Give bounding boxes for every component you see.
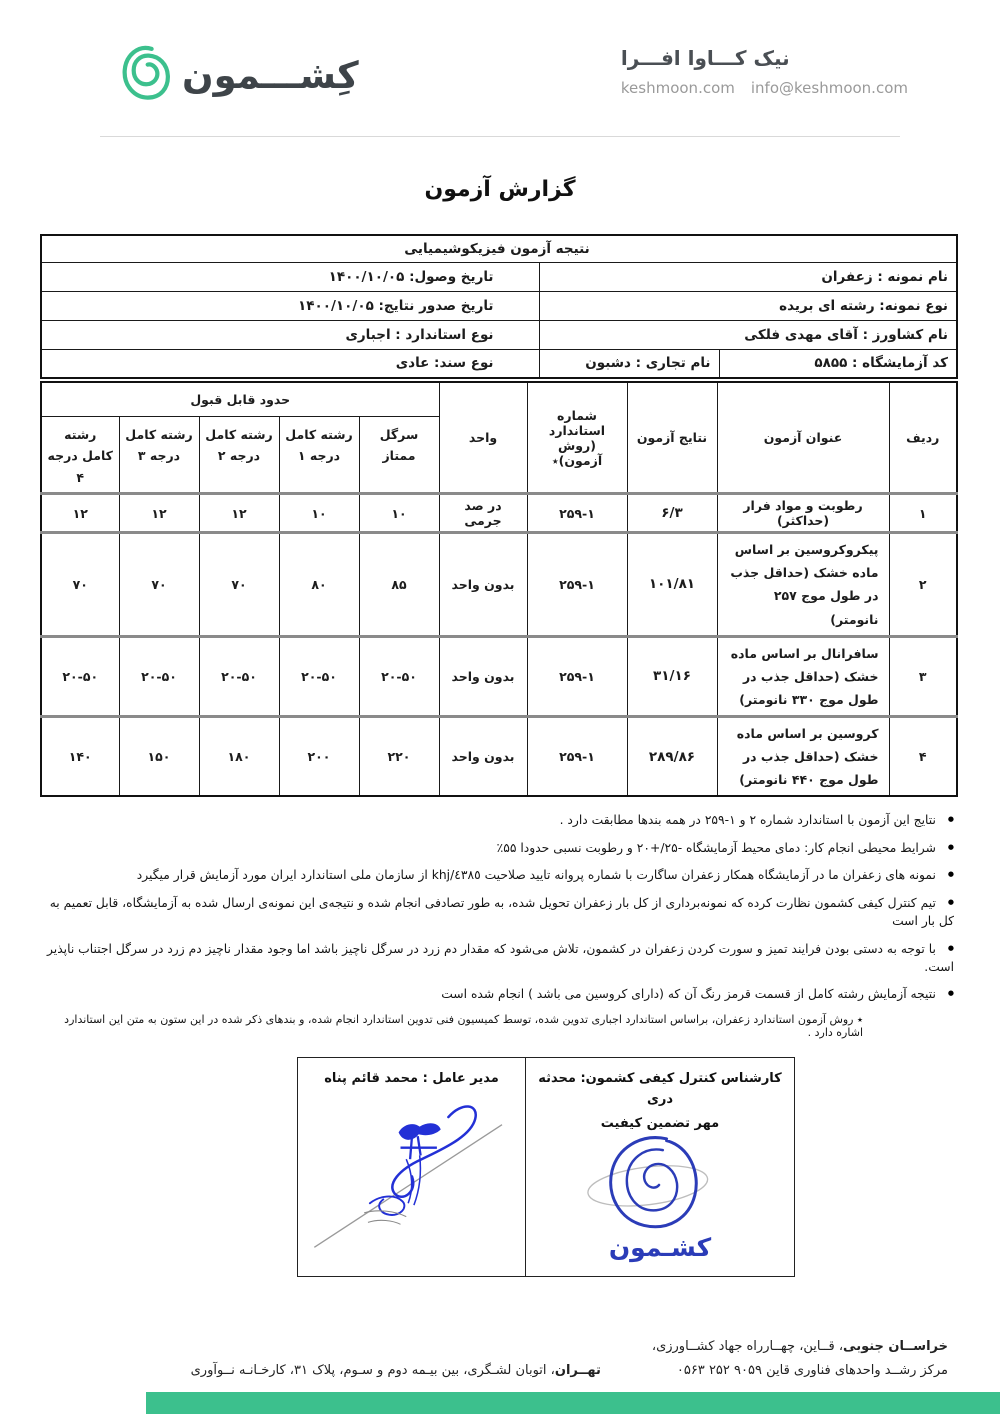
- row-number: ۳: [889, 636, 957, 716]
- address-tehran-rest: ، اتوبان لشـگری، بین بیـمه دوم و سـوم، پلاک ۳۱، کارخـانـه نــوآوری: [190, 1363, 555, 1378]
- note-item: ● نتیجه آزمایش رشته کامل از قسمت قرمز رنگ آن که (دارای کروسین می باشد ) انجام شده است: [42, 985, 958, 1003]
- signature-table: [297, 1057, 795, 1277]
- partner-block: [621, 36, 908, 97]
- limit-grade3: ۱۵۰: [147, 749, 171, 765]
- quality-seal-label: مهر تضمین کیفیت: [600, 1116, 720, 1132]
- qc-signature-cell: [526, 1057, 795, 1276]
- limit-sargol: ۱۰: [391, 505, 407, 521]
- unit: در صد جرمی: [439, 494, 527, 533]
- test-result: ۲۸۹/۸۶: [648, 748, 696, 765]
- test-name: پیکروکروسین بر اساس ماده خشک (حداقل جذب در طول موج ۲۵۷ نانومتر): [717, 533, 889, 637]
- address-tehran-city: تهــران: [554, 1363, 601, 1378]
- footer-green-bar: [146, 1392, 1000, 1414]
- col-header-test: عنوان آزمون: [717, 382, 889, 494]
- brand-block: [118, 36, 359, 114]
- lab-code: کد آزمایشگاه : ۵۸۵۵: [719, 349, 957, 378]
- email-link[interactable]: info@keshmoon.com: [750, 79, 908, 97]
- note-item: ● شرایط محیطی انجام کار: دمای محیط آزمایشگاه -۲۵/+۲۰ و رطوبت نسبی حدودا ۵۵٪: [42, 839, 958, 857]
- notes-list: [42, 811, 958, 1004]
- limit-grade2: ۲۰-۵۰: [221, 668, 257, 684]
- ceo-signature-icon: [298, 1090, 525, 1258]
- limit-sargol: ۸۵: [391, 576, 407, 592]
- test-name: سافرانال بر اساس ماده خشک (حداقل جذب در طول موج ۳۳۰ نانومتر): [717, 636, 889, 716]
- report-title: گزارش آزمون: [424, 177, 576, 202]
- address-qaen-phone: مرکز رشــد واحدهای فناوری قاین ۹۰۵۹ ۲۵۲ ۰۵۶۳: [676, 1363, 948, 1378]
- receipt-date: تاریخ وصول: ۱۴۰۰/۱۰/۰۵: [41, 262, 539, 291]
- standard-number: ۲۵۹-۱: [559, 505, 595, 521]
- row-number: ۱: [889, 494, 957, 533]
- limit-sargol: ۲۰-۵۰: [381, 668, 417, 684]
- col-header-row: ردیف: [889, 382, 957, 494]
- standard-number: ۲۵۹-۱: [559, 668, 595, 684]
- keshmoon-stamp-icon: [526, 1133, 794, 1262]
- brand-wordmark: کِشـــمون: [182, 53, 359, 97]
- test-name: رطوبت و مواد فرار (حداکثر): [717, 494, 889, 533]
- limit-grade2: ۱۸۰: [227, 749, 251, 765]
- page-header: [0, 0, 1000, 114]
- standard-type: نوع استاندارد : اجباری: [41, 320, 539, 349]
- test-row: [41, 636, 957, 716]
- stamp-text: کشـمون: [608, 1233, 712, 1263]
- address-khorasan: [191, 1339, 948, 1354]
- test-row: [41, 533, 957, 637]
- limit-grade1: ۲۰-۵۰: [301, 668, 337, 684]
- sample-type: نوع نمونه: رشته ای بریده: [539, 291, 957, 320]
- note-item: ● نمونه های زعفران ما در آزمایشگاه همکار زعفران ساگارت با شماره پروانه تایید صلاحیت ٤٣٨٥/khj از سازمان ملی استاندارد ایران مورد آزمایش قرار میگیرد: [42, 866, 958, 884]
- limit-grade3: ۷۰: [151, 576, 167, 592]
- address-tehran: [191, 1363, 601, 1378]
- limit-grade1: ۲۰۰: [307, 749, 331, 765]
- test-row: [41, 717, 957, 797]
- test-result: ۳۱/۱۶: [653, 668, 691, 685]
- grade-header-4: رشته کامل درجه ۴: [41, 416, 119, 494]
- limit-grade4: ۱۲: [72, 505, 88, 521]
- limit-grade4: ۷۰: [72, 576, 88, 592]
- standard-number: ۲۵۹-۱: [559, 749, 595, 765]
- ceo-label: مدیر عامل : محمد قائم پناه: [324, 1070, 499, 1086]
- limit-grade2: ۱۲: [231, 505, 247, 521]
- limit-grade4: ۱۴۰: [68, 749, 92, 765]
- row-number: ۲: [889, 533, 957, 637]
- unit: بدون واحد: [439, 636, 527, 716]
- partner-name: نیک کـــاوا افـــرا: [620, 46, 790, 70]
- footer-addresses: [191, 1339, 948, 1378]
- unit: بدون واحد: [439, 717, 527, 797]
- header-divider: [100, 136, 900, 137]
- unit: بدون واحد: [439, 533, 527, 637]
- standard-number: ۲۵۹-۱: [559, 576, 595, 592]
- keshmoon-logo-icon: [118, 36, 174, 114]
- address-khorasan-city: خراســان جنوبی: [843, 1339, 948, 1354]
- limit-grade1: ۸۰: [311, 576, 327, 592]
- limit-grade1: ۱۰: [311, 505, 327, 521]
- col-header-unit: واحد: [439, 382, 527, 494]
- limit-grade2: ۷۰: [231, 576, 247, 592]
- test-result: ۱۰۱/۸۱: [648, 576, 696, 593]
- note-item: ● نتایج این آزمون با استاندارد شماره ۲ و ۱-۲۵۹ در همه بندها مطابقت دارد .: [42, 811, 958, 829]
- grade-header-1: رشته کامل درجه ۱: [279, 416, 359, 494]
- standard-footnote: ٭ روش آزمون استاندارد زعفران، براساس استاندارد اجباری تدوین شده، توسط کمیسیون فنی تدوین استاندارد انجام شده، و بندهای ذکر شده در این ستون به متن این استاندارد اشاره دارد .: [64, 1012, 863, 1039]
- website-link[interactable]: keshmoon.com: [620, 79, 735, 97]
- note-item: ● تیم کنترل کیفی کشمون نظارت کرده که نمونه‌برداری از کل بار زعفران تحویل شده، به طور تصادفی انجام شده و نتیجه‌ی این نمونه‌ی ارسال شده به آزمایشگاه، قابل تعمیم به کل بار است: [42, 894, 958, 931]
- col-header-standard: شماره استاندارد (روش آزمون)٭: [527, 382, 627, 494]
- ceo-signature-cell: [298, 1057, 526, 1276]
- test-row: [41, 494, 957, 533]
- test-name: کروسین بر اساس ماده خشک (حداقل جذب در طول موج ۴۴۰ نانومتر): [717, 717, 889, 797]
- qc-expert-label: کارشناس کنترل کیفی کشمون: محدثه دری: [538, 1070, 782, 1107]
- contact-line: [621, 79, 908, 97]
- test-result: ۶/۳: [661, 505, 683, 522]
- limit-sargol: ۲۲۰: [387, 749, 411, 765]
- info-table: [40, 234, 958, 379]
- col-header-limits: حدود قابل قبول: [41, 382, 439, 416]
- limit-grade3: ۱۲: [151, 505, 167, 521]
- grade-header-3: رشته کامل درجه ۳: [119, 416, 199, 494]
- grade-header-sargol: سرگل ممتاز: [359, 416, 439, 494]
- limit-grade4: ۲۰-۵۰: [62, 668, 99, 684]
- results-table: [40, 381, 958, 797]
- trade-name: نام تجاری : دشبون: [539, 349, 719, 378]
- row-number: ۴: [889, 717, 957, 797]
- info-section-title: نتیجه آزمون فیزیکوشیمیایی: [41, 235, 957, 262]
- farmer-name: نام کشاورز : آقای مهدی فلکی: [539, 320, 957, 349]
- issue-date: تاریخ صدور نتایج: ۱۴۰۰/۱۰/۰۵: [41, 291, 539, 320]
- sample-name: نام نمونه : زعفران: [539, 262, 957, 291]
- address-khorasan-rest: ، قــاین، چهــارراه جهاد کشــاورزی،: [651, 1339, 844, 1354]
- doc-type: نوع سند: عادی: [41, 349, 539, 378]
- limit-grade3: ۲۰-۵۰: [141, 668, 177, 684]
- address-line2: [191, 1363, 948, 1378]
- grade-header-2: رشته کامل درجه ۲: [199, 416, 279, 494]
- note-item: ● با توجه به دستی بودن فرایند تمیز و سورت کردن زعفران در کشمون، تلاش می‌شود که مقدار دم زرد در سرگل ناچیز باشد اما وجود مقدار ناچیز دم زرد در سرگل اجتناب ناپذیر است.: [42, 940, 958, 977]
- col-header-result: نتایج آزمون: [627, 382, 717, 494]
